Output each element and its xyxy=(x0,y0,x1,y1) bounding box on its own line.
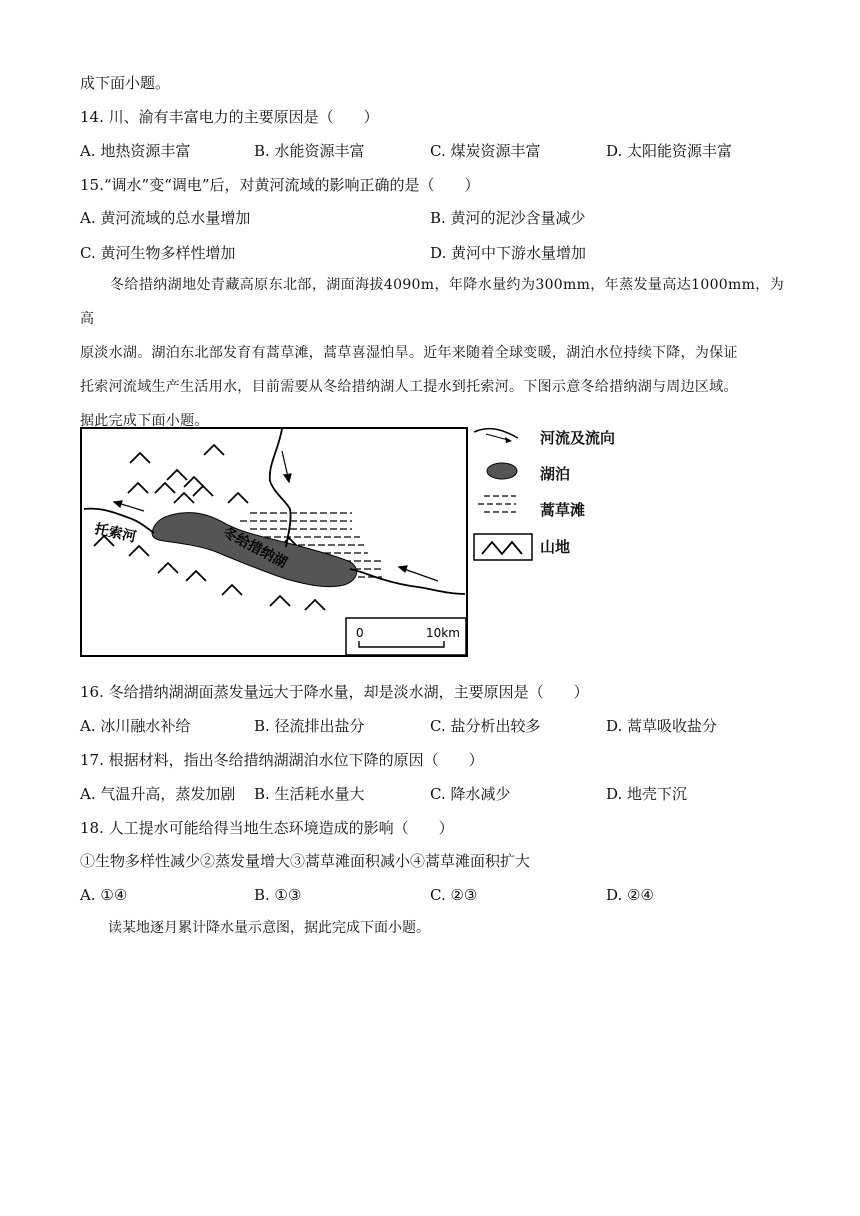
river-label: 托索河 xyxy=(93,521,138,546)
q14-option-c[interactable]: C. 煤炭资源丰富 xyxy=(430,142,541,160)
lake-map xyxy=(80,427,468,657)
q18-statements: ①生物多样性减少②蒸发量增大③蒿草滩面积减小④蒿草滩面积扩大 xyxy=(80,852,531,870)
q17-option-a[interactable]: A. 气温升高，蒸发加剧 xyxy=(80,785,236,803)
legend-river-label: 河流及流向 xyxy=(540,429,616,447)
q16-option-a[interactable]: A. 冰川融水补给 xyxy=(80,717,191,735)
q14-option-a[interactable]: A. 地热资源丰富 xyxy=(80,142,191,160)
passage-line-2: 原淡水湖。湖泊东北部发育有蒿草滩，蒿草喜湿怕旱。近年来随着全球变暖，湖泊水位持续下降，为保证 xyxy=(80,345,738,361)
q14-stem: 14. 川、渝有丰富电力的主要原因是（ ） xyxy=(80,108,379,126)
legend-lake-label: 湖泊 xyxy=(540,465,571,483)
q16-option-d[interactable]: D. 蒿草吸收盐分 xyxy=(606,717,718,735)
q15-stem: 15.“调水”变“调电”后，对黄河流域的影响正确的是（ ） xyxy=(80,176,480,194)
q15-option-c[interactable]: C. 黄河生物多样性增加 xyxy=(80,244,236,262)
q17-option-c[interactable]: C. 降水减少 xyxy=(430,785,511,803)
lake-label: 冬给措纳湖 xyxy=(220,524,290,572)
legend-mountain-label: 山地 xyxy=(540,538,571,556)
passage-line-1: 冬给措纳湖地处青藏高原东北部，湖面海拔4090m，年降水量约为300mm，年蒸发量高达1000mm，为高 xyxy=(80,277,784,327)
q14-option-d[interactable]: D. 太阳能资源丰富 xyxy=(606,142,733,160)
passage xyxy=(80,268,784,438)
q17-stem: 17. 根据材料，指出冬给措纳湖湖泊水位下降的原因（ ） xyxy=(80,751,484,769)
q18-option-a[interactable]: A. ①④ xyxy=(80,886,128,904)
passage-line-4: 据此完成下面小题。 xyxy=(80,413,209,429)
river-east xyxy=(350,569,465,594)
legend-marsh-icon xyxy=(478,496,516,512)
q14-option-b[interactable]: B. 水能资源丰富 xyxy=(254,142,365,160)
q18-option-b[interactable]: B. ①③ xyxy=(254,886,302,904)
q16-option-b[interactable]: B. 径流排出盐分 xyxy=(254,717,365,735)
scale-end-label: 10km xyxy=(426,626,460,640)
continuation-text: 成下面小题。 xyxy=(80,74,171,92)
q16-option-c[interactable]: C. 盐分析出较多 xyxy=(430,717,541,735)
legend-lake-icon xyxy=(487,463,517,479)
q18-option-c[interactable]: C. ②③ xyxy=(430,886,478,904)
q16-stem: 16. 冬给措纳湖湖面蒸发量远大于降水量，却是淡水湖，主要原因是（ ） xyxy=(80,683,589,701)
q18-stem: 18. 人工提水可能给得当地生态环境造成的影响（ ） xyxy=(80,819,454,837)
legend-marsh-label: 蒿草滩 xyxy=(540,501,586,519)
lake-map-drawing xyxy=(82,429,466,655)
next-section-intro: 读某地逐月累计降水量示意图，据此完成下面小题。 xyxy=(108,920,430,936)
scale-zero-label: 0 xyxy=(356,626,364,640)
q15-option-d[interactable]: D. 黄河中下游水量增加 xyxy=(430,244,587,262)
legend-mountain-icon xyxy=(474,534,532,560)
legend-river-icon xyxy=(474,429,518,443)
q17-option-b[interactable]: B. 生活耗水量大 xyxy=(254,785,365,803)
passage-line-3: 托索河流域生产生活用水，目前需要从冬给措纳湖人工提水到托索河。下图示意冬给措纳湖与周边区域。 xyxy=(80,379,738,395)
q15-option-a[interactable]: A. 黄河流域的总水量增加 xyxy=(80,209,251,227)
q18-option-d[interactable]: D. ②④ xyxy=(606,886,654,904)
q15-option-b[interactable]: B. 黄河的泥沙含量减少 xyxy=(430,209,586,227)
q17-option-d[interactable]: D. 地壳下沉 xyxy=(606,785,688,803)
